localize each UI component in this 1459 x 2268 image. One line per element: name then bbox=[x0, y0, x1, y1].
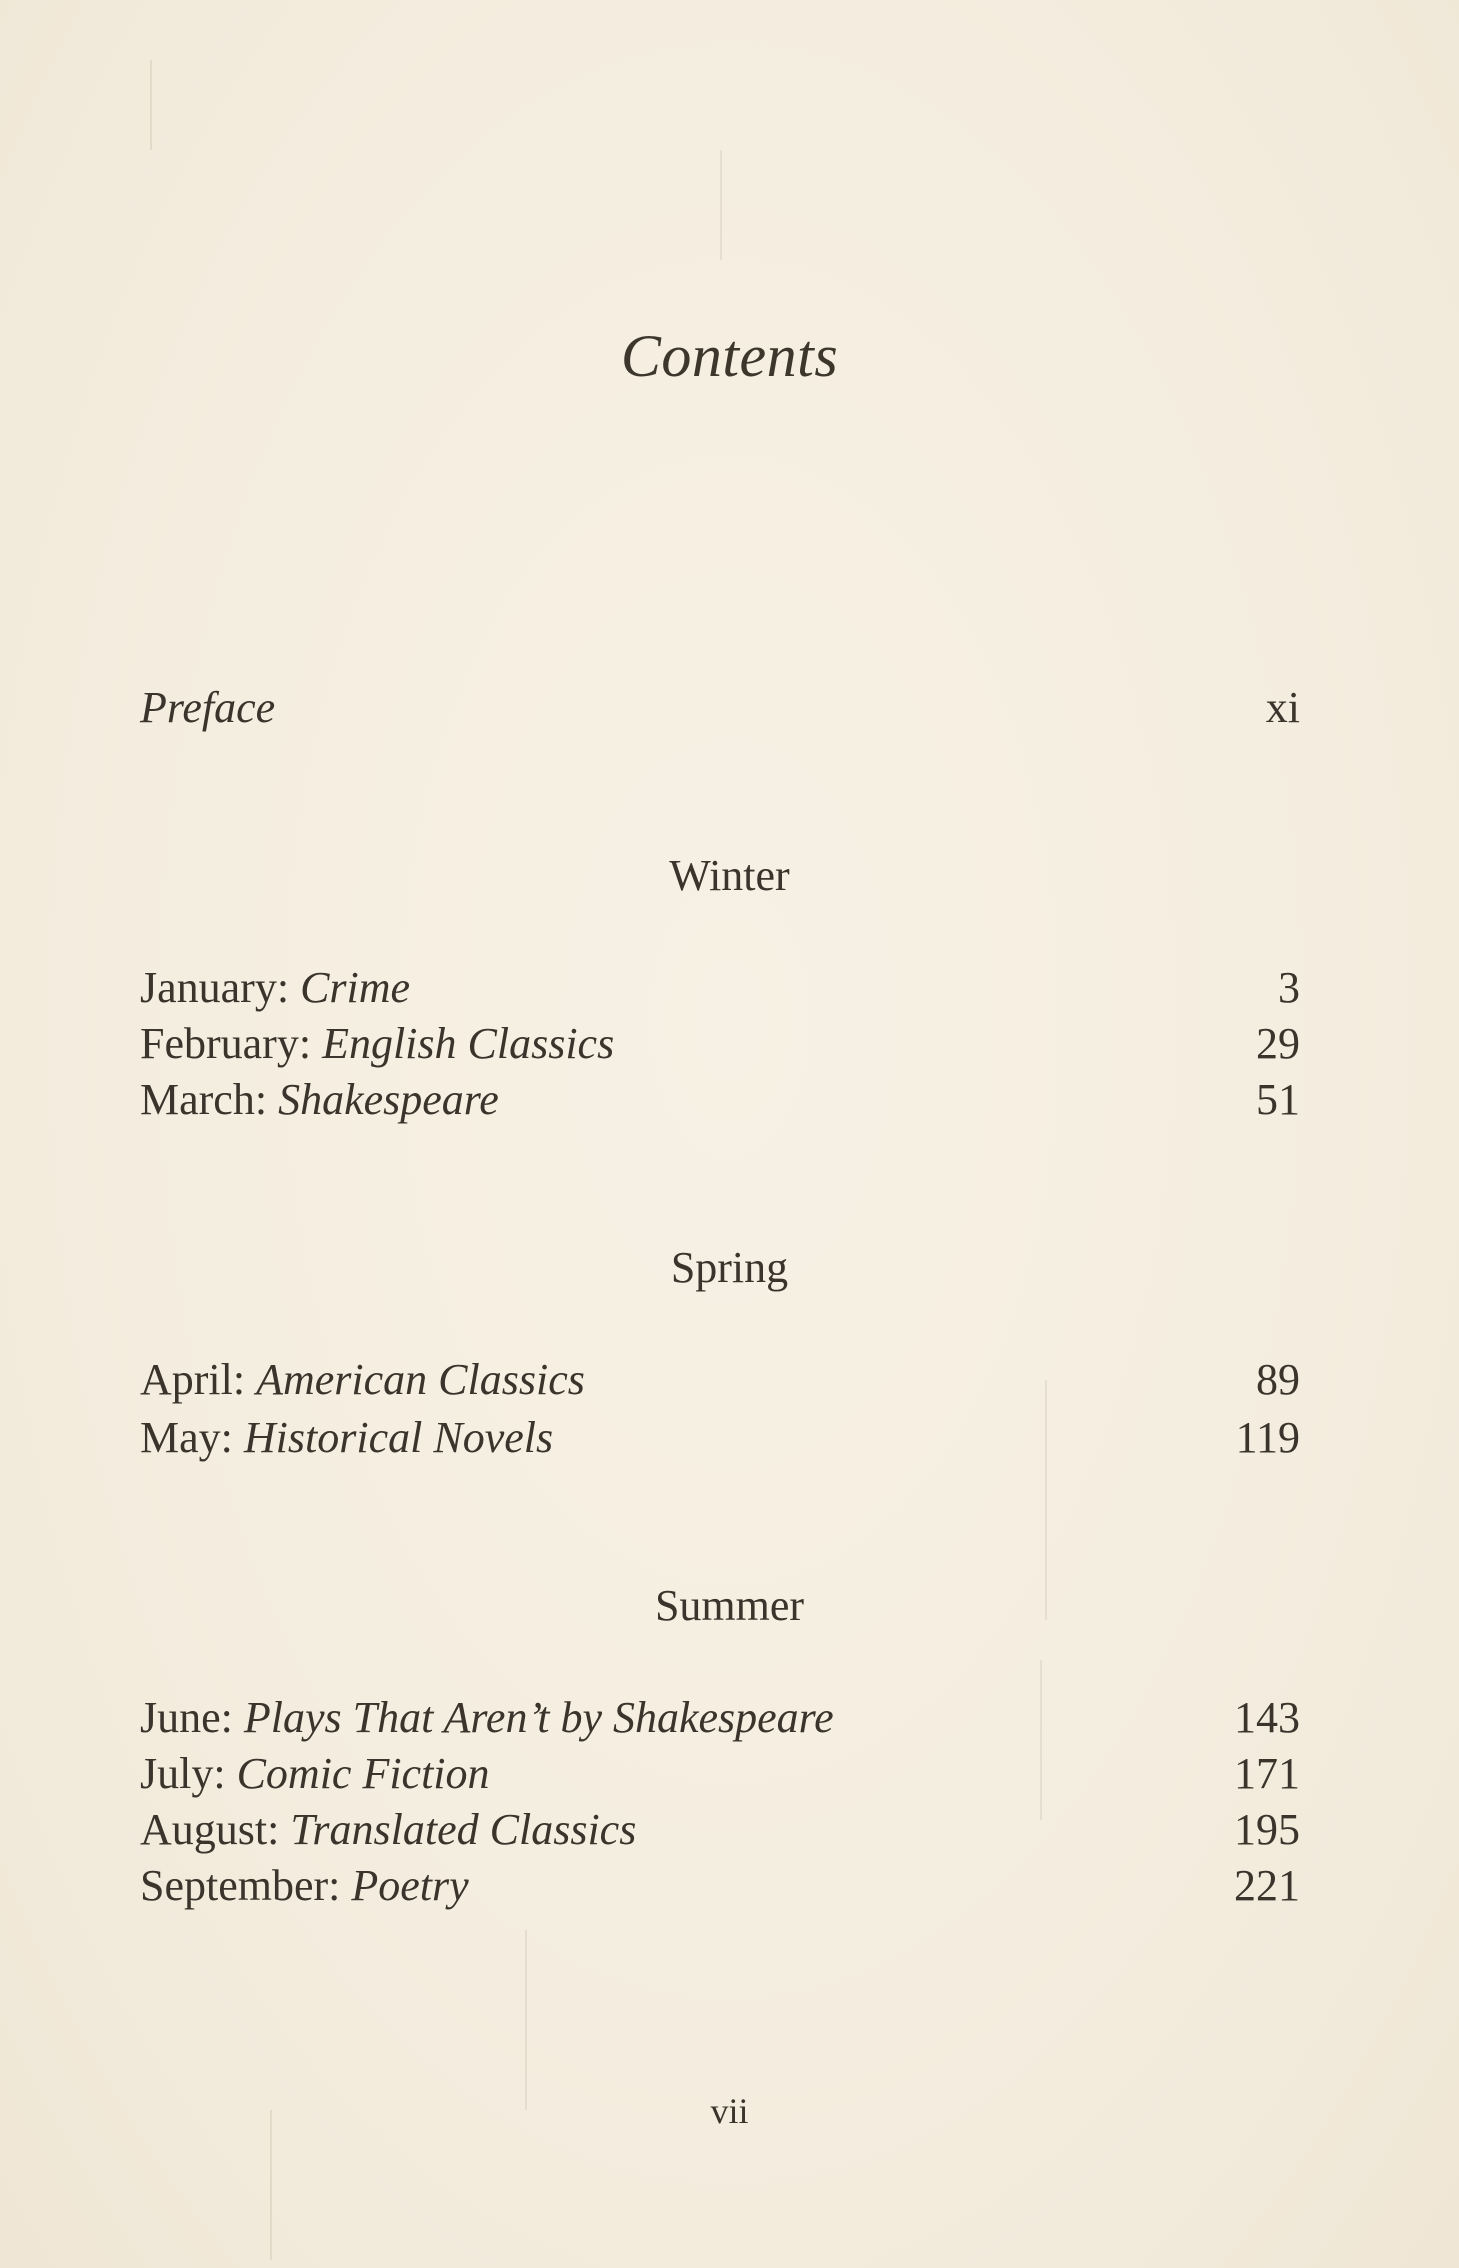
toc-entry-subject: Comic Fiction bbox=[236, 1749, 490, 1798]
page-number: vii bbox=[710, 2091, 749, 2131]
toc-entry-subject: English Classics bbox=[322, 1019, 615, 1068]
toc-entry-month: July: bbox=[140, 1749, 226, 1798]
toc-entry-subject: Crime bbox=[300, 963, 411, 1012]
toc-entry-page: 119 bbox=[1235, 1413, 1300, 1462]
toc-entry bbox=[140, 1016, 1300, 1072]
toc-entry bbox=[140, 1858, 1300, 1914]
toc-entry-page: xi bbox=[1265, 683, 1300, 732]
toc-entry-subject: Translated Classics bbox=[290, 1805, 637, 1854]
toc-entry-page: 143 bbox=[1234, 1693, 1300, 1742]
paper-mark bbox=[150, 60, 152, 150]
paper-mark bbox=[270, 2110, 272, 2260]
toc-entry-label bbox=[140, 1352, 585, 1408]
season-heading-winter: Winter bbox=[669, 851, 790, 900]
toc-entry-page: 29 bbox=[1256, 1019, 1300, 1068]
toc-entry-month: March: bbox=[140, 1075, 268, 1124]
toc-entry-subject: Plays That Aren’t by Shakespeare bbox=[243, 1693, 834, 1742]
toc-entry bbox=[140, 1802, 1300, 1858]
toc-entry-label bbox=[140, 1690, 834, 1746]
toc-entry-label: Preface bbox=[140, 683, 276, 732]
toc-entry bbox=[140, 1690, 1300, 1746]
toc-entry-month: May: bbox=[140, 1413, 233, 1462]
toc-entry-subject: Historical Novels bbox=[243, 1413, 554, 1462]
toc-entry bbox=[140, 1746, 1300, 1802]
toc-entry bbox=[140, 1410, 1300, 1466]
toc-entry-month: September: bbox=[140, 1861, 341, 1910]
toc-entry bbox=[140, 960, 1300, 1016]
toc-entry-month: August: bbox=[140, 1805, 280, 1854]
toc-entry-page: 51 bbox=[1256, 1075, 1300, 1124]
toc-entry-subject: Poetry bbox=[351, 1861, 469, 1910]
toc-entry-page: 3 bbox=[1278, 963, 1300, 1012]
paper-mark bbox=[525, 1930, 527, 2110]
toc-entry-label bbox=[140, 1410, 553, 1466]
toc-entry-page: 171 bbox=[1234, 1749, 1300, 1798]
toc-entry-label bbox=[140, 1016, 614, 1072]
paper-mark bbox=[720, 150, 722, 260]
toc-entry-page: 89 bbox=[1256, 1355, 1300, 1404]
toc-entry-label bbox=[140, 1802, 636, 1858]
toc-entry bbox=[140, 1072, 1300, 1128]
toc-entry-label bbox=[140, 1858, 469, 1914]
toc-entry-label bbox=[140, 960, 410, 1016]
toc-entry bbox=[140, 1352, 1300, 1408]
season-heading-spring: Spring bbox=[670, 1243, 789, 1292]
toc-entry-page: 195 bbox=[1234, 1805, 1300, 1854]
toc-entry-month: June: bbox=[140, 1693, 233, 1742]
toc-entry-month: February: bbox=[140, 1019, 312, 1068]
toc-entry-label bbox=[140, 1072, 499, 1128]
toc-entry-subject: American Classics bbox=[256, 1355, 585, 1404]
toc-entry-month: January: bbox=[140, 963, 290, 1012]
contents-title: Contents bbox=[620, 323, 839, 389]
toc-entry-subject: Shakespeare bbox=[278, 1075, 499, 1124]
toc-entry-page: 221 bbox=[1234, 1861, 1300, 1910]
toc-entry-label bbox=[140, 1746, 490, 1802]
toc-entry-preface bbox=[140, 680, 1300, 736]
season-heading-summer: Summer bbox=[654, 1581, 805, 1630]
toc-entry-month: April: bbox=[140, 1355, 246, 1404]
